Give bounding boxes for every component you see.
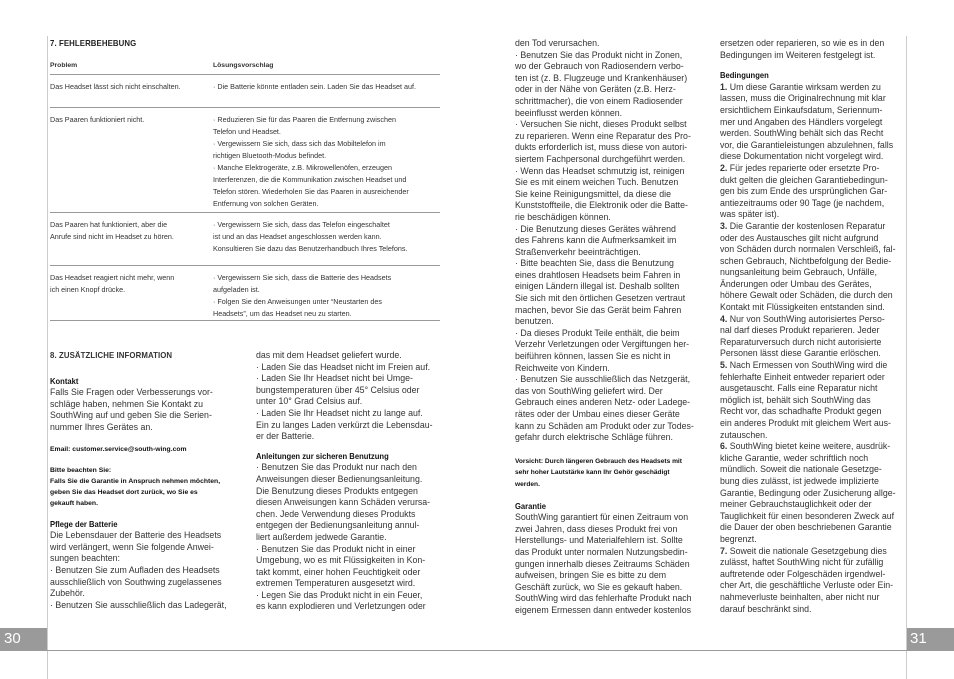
text-line: Anrufe sind nicht im Headset zu hören. [50, 232, 174, 241]
text-line: gen bis zum Ende des ursprünglichen Gar- [720, 186, 888, 197]
usage-text [256, 462, 442, 613]
item-number: 2. [720, 162, 728, 173]
text-line: Falls Sie die Garantie in Anspruch nehmen möchten, [50, 477, 221, 485]
list-item [720, 546, 906, 616]
text-line: Headsets”, um das Headset neu zu starten. [213, 309, 352, 318]
text-line: ten ist (z. B. Flugzeuge und Krankenhäuser) [515, 72, 688, 83]
text-line: machen, bevor Sie das Gerät beim Fahren [515, 304, 682, 315]
text-line: nummer Ihres Gerätes an. [50, 421, 153, 432]
text-line: chen. Jede Verwendung dieses Produkts [256, 508, 416, 519]
text-line: zwei Jahren, dass dieses Produkt frei von [515, 523, 678, 534]
note-heading: Bitte beachten Sie: [50, 466, 112, 474]
list-item [720, 163, 906, 221]
text-line: · Vergewissern Sie sich, dass das Telefon eingeschaltet [213, 220, 390, 229]
text-line: kliche Garantie, weder schriftlich noch [720, 452, 869, 463]
list-item [720, 314, 906, 360]
text-line: Sie es mit einem weichen Tuch. Benutzen [515, 177, 679, 188]
text-line: · Vergewissern Sie sich, dass die Batterie des Headsets [213, 273, 392, 282]
text-line [720, 163, 906, 175]
text-line: Umgebung, wo es mit Flüssigkeiten in Kon- [256, 555, 426, 566]
text-line: · Die Batterie könnte entladen sein. Laden Sie das Headset auf. [213, 82, 416, 91]
item-number: 5. [720, 360, 728, 371]
text-line: schen Gebrauch, Nichtbefolgung der Bedie- [720, 255, 892, 266]
text-line: Personen lässt diese Garantie erlöschen. [720, 348, 881, 359]
text-line: ein anderes Produkt mit gleichem Wert aus- [720, 418, 891, 428]
text-line: von Schäden durch normalen Verschleiß, fal- [720, 244, 896, 255]
text-line: Herstellungs- und Materialfehlern ist. Sollte [515, 535, 683, 546]
text-line: Falls Sie Fragen oder Verbesserungs vor- [50, 387, 213, 398]
header-problem: Problem [50, 62, 78, 69]
text-line: bung dies zulässt, ist jedwede implizierte [720, 475, 879, 486]
text-line: rie beschädigen können. [515, 211, 611, 222]
text-line: takt kommt, einer hohen Feuchtigkeit oder [256, 566, 421, 577]
text-line: zu reparieren. Wenn eine Reparatur des Pro- [515, 130, 691, 141]
table-row [50, 108, 440, 213]
text-line: ersichtlichem Einkaufsdatum, Seriennum- [720, 104, 883, 115]
text-line: Tauglichkeit für einen besonderen Zweck auf [720, 510, 895, 521]
text-line: Sie sich mit den örtlichen Gesetzen vertraut [515, 293, 686, 304]
text-line [720, 314, 906, 326]
text-line: das mit dem Headset geliefert wurde. [256, 350, 402, 360]
solution-cell [213, 266, 440, 320]
text-line: Garantie, Bedingung oder Zusicherung allge- [720, 487, 896, 498]
conditions-column [720, 38, 906, 615]
text-line: extremen Temperaturen ausgesetzt wird. [256, 578, 416, 589]
text-line: Anweisungen dieser Bedienungsanleitung. [256, 473, 423, 484]
item-text: Nach Ermessen von SouthWing wird die [727, 360, 888, 371]
troubleshooting-title: 7. FEHLERBEHEBUNG [50, 38, 137, 48]
text-line: einigen Ländern illegal ist. Deshalb sollten [515, 281, 680, 292]
list-item [720, 221, 906, 314]
text-line: Die Benutzung dieses Produkts entgegen [256, 485, 418, 496]
text-line: unter 10° Grad Celsius auf. [256, 396, 363, 407]
table-row [50, 75, 440, 108]
text-line: Telefon und Headset. [213, 127, 281, 136]
text-line: schläge haben, nehmen Sie Kontakt zu [50, 398, 204, 409]
text-line: Das Paaren hat funktioniert, aber die [50, 220, 168, 229]
text-line: lassen, muss die Originalrechnung mit klar [720, 93, 886, 104]
text-line: fehlerhafte Einheit entweder repariert oder [720, 371, 885, 382]
text-line: Änderungen oder Umbau des Gerätes, [720, 278, 872, 289]
problem-cell [50, 266, 213, 320]
text-line: nahmeverluste beinhalten, aber nicht nur [720, 591, 880, 602]
text-line: mündlich. Soweit die nationale Gesetzge- [720, 464, 882, 475]
garantie-text [515, 512, 705, 616]
conditions-list [720, 82, 906, 615]
solution-cell [213, 108, 440, 212]
list-item [720, 82, 906, 163]
text-line: beeinflusst werden können. [515, 107, 623, 118]
text-line: diesen Anweisungen kann Schäden verursa- [256, 497, 431, 508]
text-line: Gebrauch eines anderen Netz- oder Ladege- [515, 397, 691, 408]
hearing-warning [515, 456, 705, 491]
footer-rule-left [0, 650, 477, 651]
text-line [720, 82, 906, 94]
text-line: gefahr durch elektrische Schläge führen. [515, 432, 673, 443]
kontakt-heading: Kontakt [50, 375, 79, 386]
text-line: nungsanleitung beim Gebrauch, Unfälle, [720, 267, 877, 278]
text-line: · Benutzen Sie zum Aufladen des Headsets [50, 564, 220, 575]
text-line: wird verlängert, wenn Sie folgende Anwei- [50, 541, 214, 552]
text-line: des Fahrens kann die Aufmerksamkeit im [515, 235, 677, 246]
text-line: sehr hoher Lautstärke kann Ihr Gehör geschädigt [515, 469, 670, 477]
garantie-text-continued [720, 38, 906, 61]
usage-heading: Anleitungen zur sicheren Benutzung [256, 450, 389, 461]
email-line: Email: customer.service@south-wing.com [50, 445, 187, 453]
text-line: antiezeitraums oder 90 Tage (je nachdem, [720, 197, 885, 208]
text-line: werden. SouthWing behält sich das Recht [720, 128, 884, 139]
text-line: benutzen. [515, 316, 554, 327]
text-line: möglich ist, behält sich SouthWing das [720, 394, 871, 405]
info-title: 8. ZUSÄTZLICHE INFORMATION [50, 350, 173, 360]
text-line: siertem Fachpersonal durchgeführt werden. [515, 153, 686, 164]
page-number-left: 30 [0, 628, 47, 650]
text-line: kann zu Schäden am Produkt oder zur Todes- [515, 420, 694, 431]
bedingungen-heading: Bedingungen [720, 70, 769, 81]
text-line: ausschließlich von Southwing zugelassenes [50, 576, 222, 587]
solution-cell [213, 213, 440, 265]
text-line: Kunststoffteile, die Elektronik oder die Batte- [515, 200, 688, 211]
text-line: Bedingungen im Weiteren festgelegt ist. [720, 49, 876, 60]
text-line: · Legen Sie das Produkt nicht in ein Feuer, [256, 589, 423, 600]
text-line: Verzehr Verletzungen oder Vergiftungen her- [515, 339, 690, 350]
text-line: auftretende oder Folgeschäden irgendwel- [720, 568, 886, 579]
item-text: Nur von SouthWing autorisiertes Perso- [727, 313, 885, 324]
text-line: gungen innerhalb dieses Zeitraums Schäden [515, 558, 690, 569]
text-line: · Laden Sie das Headset nicht im Freien auf. [256, 361, 431, 372]
text-line: rätes oder der Umbau eines dieser Geräte [515, 409, 680, 419]
problem-cell [50, 108, 213, 212]
text-line: zulässt, haftet SouthWing nicht für zufällig [720, 557, 884, 568]
text-line: oder des Austausches gilt nicht aufgrund [720, 232, 879, 243]
text-line: höhere Gewalt oder Schäden, die durch den [720, 290, 893, 301]
item-number: 1. [720, 81, 728, 92]
text-line: das Produkt unter normalen Nutzungsbedin- [515, 546, 688, 557]
list-item [720, 360, 906, 441]
text-line: die Dauer der oben beschriebenen Garantie [720, 522, 892, 533]
troubleshooting-table [50, 57, 440, 321]
text-line: Recht vor, das schadhafte Produkt gegen [720, 406, 882, 417]
text-line: wo der Gebrauch von Radiosendern verbo- [515, 61, 684, 72]
text-line: · Wenn das Headset schmutzig ist, reinigen [515, 165, 685, 176]
text-line: · Laden Sie Ihr Headset nicht zu lange auf. [256, 407, 423, 418]
list-item [720, 441, 906, 545]
item-text: Für jedes reparierte oder ersetzte Pro- [727, 162, 880, 173]
text-line: · Folgen Sie den Anweisungen unter “Neustarten des [213, 297, 383, 306]
text-line: Kontakt mit Flüssigkeiten entstanden sind. [720, 302, 885, 313]
text-line: · Die Benutzung dieses Gerätes während [515, 223, 676, 234]
item-text: SouthWing bietet keine weitere, ausdrük- [727, 441, 891, 452]
item-number: 4. [720, 313, 728, 324]
text-line: meiner Gebrauchstauglichkeit oder der [720, 499, 872, 510]
text-line: bungstemperaturen über 45° Celsius oder [256, 384, 420, 395]
text-line [720, 221, 906, 233]
text-line: sungen beachten: [50, 553, 120, 564]
pflege-text [50, 530, 240, 611]
pflege-heading: Pflege der Batterie [50, 518, 118, 529]
text-line: cher Art, die geschäftliche Verluste oder Ein- [720, 580, 894, 591]
left-page-vertical-rule [47, 36, 48, 679]
text-line: ist und an das Headset angeschlossen werden kann. [213, 232, 382, 241]
text-line: Telefon stören. Wiederholen Sie das Paaren in ausreichender [213, 187, 409, 196]
text-line: Konsultieren Sie dazu das Benutzerhandbuch Ihres Telefons. [213, 244, 408, 253]
text-line: · Benutzen Sie das Produkt nur nach den [256, 462, 417, 473]
text-line: · Versuchen Sie nicht, dieses Produkt selbst [515, 119, 687, 130]
text-line: Geschäft zurück, wo Sie es gekauft haben. [515, 581, 683, 592]
kontakt-text [50, 387, 240, 433]
item-text: Die Garantie der kostenlosen Reparatur [727, 220, 886, 231]
text-line: dukt gelten die gleichen Garantiebedingun- [720, 174, 888, 185]
footer-rule-right [477, 650, 954, 651]
text-line: begrenzt. [720, 533, 757, 544]
text-line: richtigen Bluetooth-Modus befindet. [213, 151, 327, 160]
item-number: 6. [720, 441, 728, 452]
text-line [720, 360, 906, 372]
text-line: · Da dieses Produkt Teile enthält, die beim [515, 327, 680, 338]
text-line: entgegen der Bedienungsanleitung annul- [256, 520, 420, 531]
text-line: Zubehör. [50, 588, 85, 599]
garantie-heading: Garantie [515, 500, 546, 511]
text-line: beiführen können, lassen Sie es nicht in [515, 351, 671, 362]
text-line: · Benutzen Sie das Produkt nicht in Zonen, [515, 49, 683, 60]
text-line: nal darf dieses Produkt reparieren. Jeder [720, 325, 880, 336]
table-body [50, 75, 440, 321]
text-line: zutauschen. [720, 429, 768, 440]
problem-cell [50, 213, 213, 265]
text-line: Vorsicht: Durch längeren Gebrauch des Headsets mit [515, 457, 682, 465]
text-line: Das Paaren funktioniert nicht. [50, 115, 145, 124]
table-header [50, 57, 440, 75]
text-line: SouthWing garantiert für einen Zeitraum von [515, 512, 689, 523]
item-text: Soweit die nationale Gesetzgebung dies [727, 545, 887, 556]
text-line: SouthWing auf und geben Sie die Serien- [50, 410, 212, 421]
text-line: · Benutzen Sie ausschließlich das Ladegerät, [50, 599, 227, 610]
info-column-1 [50, 350, 240, 611]
item-number: 3. [720, 220, 728, 231]
text-line: Die Lebensdauer der Batterie des Headsets [50, 530, 222, 541]
text-line: liert außerdem jedwede Garantie. [256, 531, 387, 542]
text-line: den Tod verursachen. [515, 38, 600, 48]
battery-text-continued [256, 350, 442, 443]
item-text: Um diese Garantie wirksam werden zu [727, 81, 881, 92]
text-line: darauf beschränkt sind. [720, 603, 812, 614]
text-line: · Laden Sie Ihr Headset nicht bei Umge- [256, 373, 413, 384]
note-text [50, 476, 240, 509]
text-line: was später ist). [720, 209, 780, 220]
text-line: Straßenverkehr beeinträchtigen. [515, 246, 641, 257]
solution-cell [213, 75, 440, 107]
safety-column [515, 38, 705, 617]
text-line: Entfernung von solchen Geräten. [213, 199, 319, 208]
text-line: mer und Angaben des Händlers vorgelegt [720, 116, 883, 127]
text-line: geben Sie das Headset dort zurück, wo Sie es [50, 488, 198, 496]
text-line: Ein zu langes Laden verkürzt die Lebensdau- [256, 419, 433, 430]
text-line: · Vergewissern Sie sich, dass sich das Mobiltelefon im [213, 139, 386, 148]
text-line: aufweisen, bringen Sie es bitte zu dem [515, 570, 667, 581]
text-line: · Reduzieren Sie für das Paaren die Entfernung zwischen [213, 115, 396, 124]
text-line [720, 441, 906, 453]
text-line: · Bitte beachten Sie, dass die Benutzung [515, 258, 674, 269]
text-line: ich einen Knopf drücke. [50, 285, 126, 294]
text-line: SouthWing wird das fehlerhafte Produkt nach [515, 593, 692, 604]
text-line: dukts erforderlich ist, muss diese von autori- [515, 142, 688, 153]
text-line: oder in der Nähe von Geräten (z.B. Herz- [515, 84, 676, 95]
text-line: aufgeladen ist. [213, 285, 260, 294]
text-line: · Benutzen Sie das Produkt nicht in einer [256, 543, 416, 554]
text-line [720, 546, 906, 558]
text-line: er der Batterie. [256, 431, 315, 442]
right-page-vertical-rule [906, 36, 907, 679]
text-line: vor, die Garantieleistungen abzulehnen, falls [720, 139, 894, 150]
page-number-right: 31 [907, 628, 954, 650]
text-line: Interferenzen, die die Kommunikation zwischen Headset und [213, 175, 407, 184]
text-line: ersetzen oder reparieren, so wie es in den [720, 38, 885, 48]
text-line: diese Dokumentation nicht vorgelegt wird. [720, 151, 884, 162]
text-line: Das Headset reagiert nicht mehr, wenn [50, 273, 175, 282]
text-line: es kann explodieren und Verletzungen oder [256, 601, 426, 612]
table-row [50, 266, 440, 321]
text-line: schrittmacher), die von einem Radiosender [515, 95, 683, 106]
item-number: 7. [720, 545, 728, 556]
text-line: · Benutzen Sie ausschließlich das Netzgerät, [515, 374, 691, 385]
text-line: das von SouthWing geliefert wird. Der [515, 385, 663, 396]
table-row [50, 213, 440, 266]
page-right [477, 0, 954, 679]
text-line: Reichweite von Kindern. [515, 362, 610, 373]
text-line: Das Headset lässt sich nicht einschalten. [50, 82, 181, 91]
info-column-2 [256, 350, 442, 613]
safety-text-continued [515, 38, 705, 444]
text-line: ausgetauscht. Falls eine Reparatur nicht [720, 383, 878, 394]
header-solution: Lösungsvorschlag [213, 62, 274, 69]
text-line: Reparaturversuch durch nicht autorisierte [720, 336, 882, 347]
text-line: · Manche Elektrogeräte, z.B. Mikrowellenöfen, erzeugen [213, 163, 392, 172]
text-line: gekauft haben. [50, 499, 98, 507]
text-line: eines drahtlosen Headsets beim Fahren in [515, 269, 681, 280]
text-line: werden. [515, 480, 540, 488]
problem-cell [50, 75, 213, 107]
text-line: Sie keine Reinigungsmittel, da diese die [515, 188, 671, 199]
text-line: eigenem Ermessen dann entweder kostenlos [515, 604, 692, 615]
